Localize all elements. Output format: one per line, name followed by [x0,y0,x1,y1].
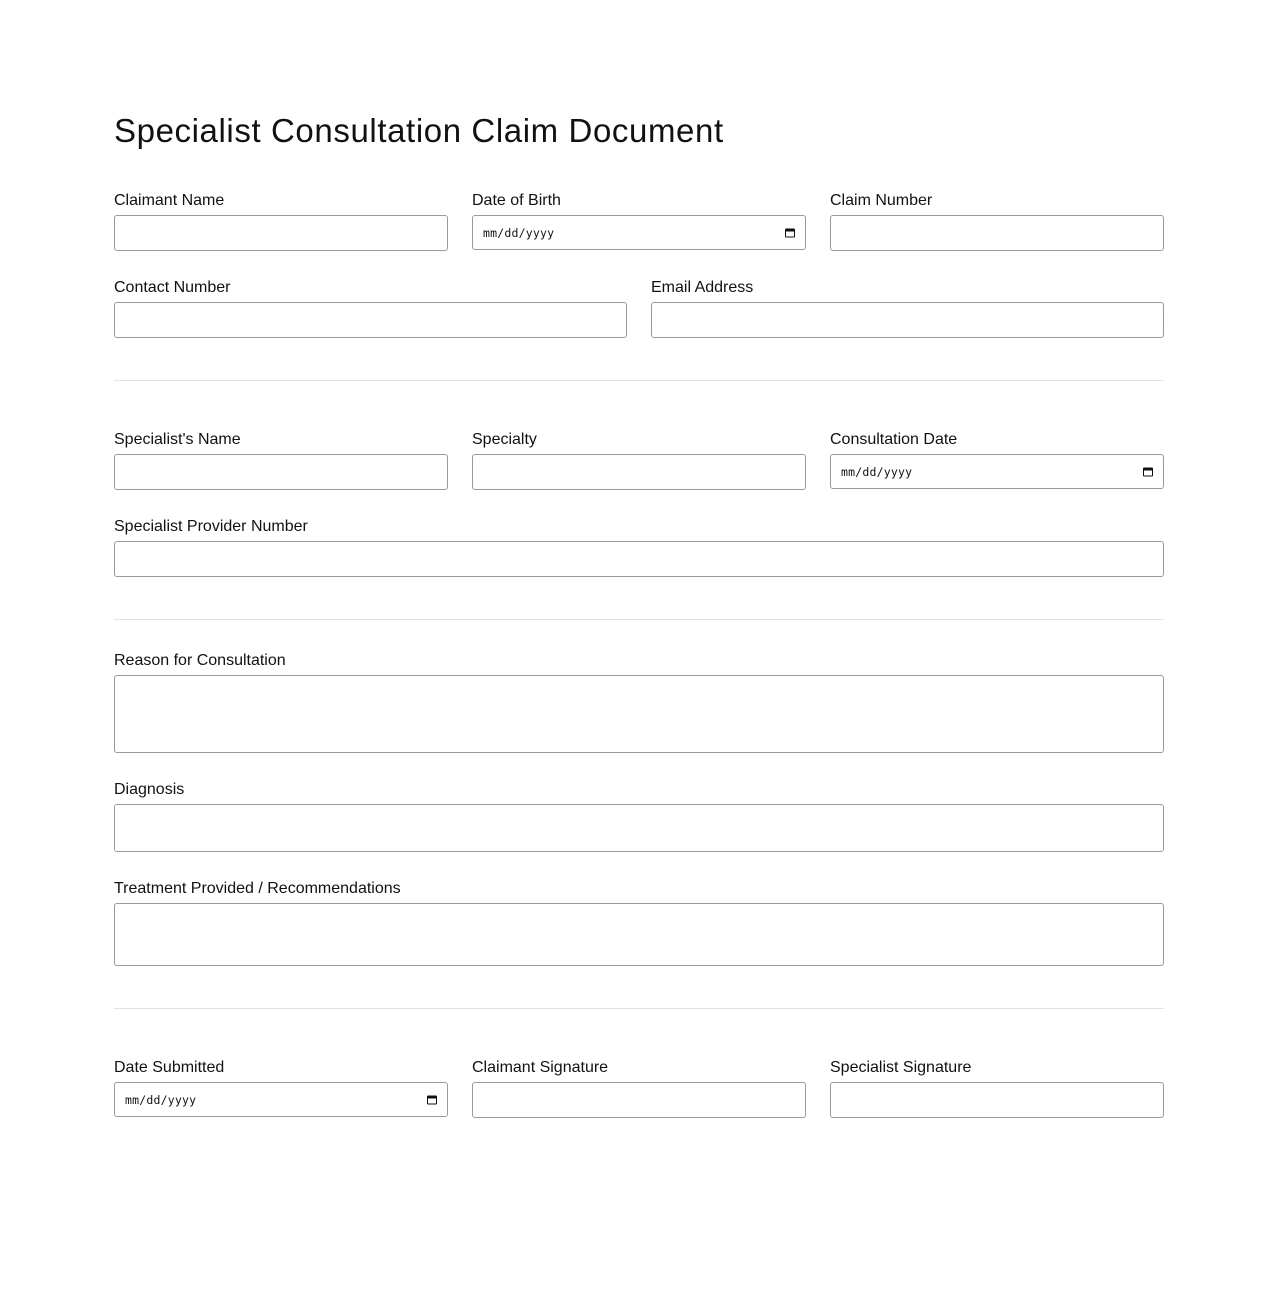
email-address-input[interactable] [651,302,1164,338]
consultation-date-label: Consultation Date [830,431,958,448]
date-submitted-group [114,1059,448,1107]
page-title: Specialist Consultation Claim Document [114,112,724,149]
date-submitted-input[interactable] [114,1082,448,1117]
contact-number-input[interactable] [114,302,627,338]
date-submitted-placeholder: mm/dd/yyyy [125,1092,197,1107]
reason-group [114,652,1164,670]
treatment-label: Treatment Provided / Recommendations [114,880,401,897]
diagnosis-label: Diagnosis [114,781,185,798]
treatment-group [114,880,1164,898]
specialist-name-input[interactable] [114,454,448,490]
claimant-signature-group [472,1059,806,1077]
reason-textarea[interactable] [114,675,1164,753]
claimant-signature-label: Claimant Signature [472,1059,609,1076]
contact-number-group [114,279,627,297]
calendar-icon[interactable] [785,228,795,237]
claimant-name-input[interactable] [114,215,448,251]
diagnosis-input[interactable] [114,804,1164,852]
section-divider [114,1008,1164,1009]
calendar-icon[interactable] [427,1095,437,1104]
date-of-birth-input[interactable] [472,215,806,250]
specialist-name-group [114,431,448,449]
treatment-textarea[interactable] [114,903,1164,966]
consultation-date-placeholder: mm/dd/yyyy [841,464,913,479]
diagnosis-group [114,781,1164,799]
contact-number-label: Contact Number [114,279,231,296]
specialty-group [472,431,806,449]
calendar-icon[interactable] [1143,467,1153,476]
date-of-birth-placeholder: mm/dd/yyyy [483,225,555,240]
date-submitted-label: Date Submitted [114,1059,225,1076]
consultation-date-input[interactable] [830,454,1164,489]
date-of-birth-label: Date of Birth [472,192,561,209]
provider-number-label: Specialist Provider Number [114,518,308,535]
claim-number-label: Claim Number [830,192,933,209]
claim-number-input[interactable] [830,215,1164,251]
section-divider [114,380,1164,381]
consultation-date-group [830,431,1164,479]
section-divider [114,619,1164,620]
claimant-name-group [114,192,448,210]
claimant-signature-input[interactable] [472,1082,806,1118]
specialist-signature-input[interactable] [830,1082,1164,1118]
email-address-group [651,279,1164,297]
specialist-signature-group [830,1059,1164,1077]
provider-number-group [114,518,1164,536]
specialty-input[interactable] [472,454,806,490]
specialist-signature-label: Specialist Signature [830,1059,972,1076]
claimant-name-label: Claimant Name [114,192,225,209]
reason-label: Reason for Consultation [114,652,286,669]
email-address-label: Email Address [651,279,754,296]
specialist-name-label: Specialist's Name [114,431,241,448]
specialty-label: Specialty [472,431,537,448]
date-of-birth-group [472,192,806,240]
provider-number-input[interactable] [114,541,1164,577]
claim-number-group [830,192,1164,210]
